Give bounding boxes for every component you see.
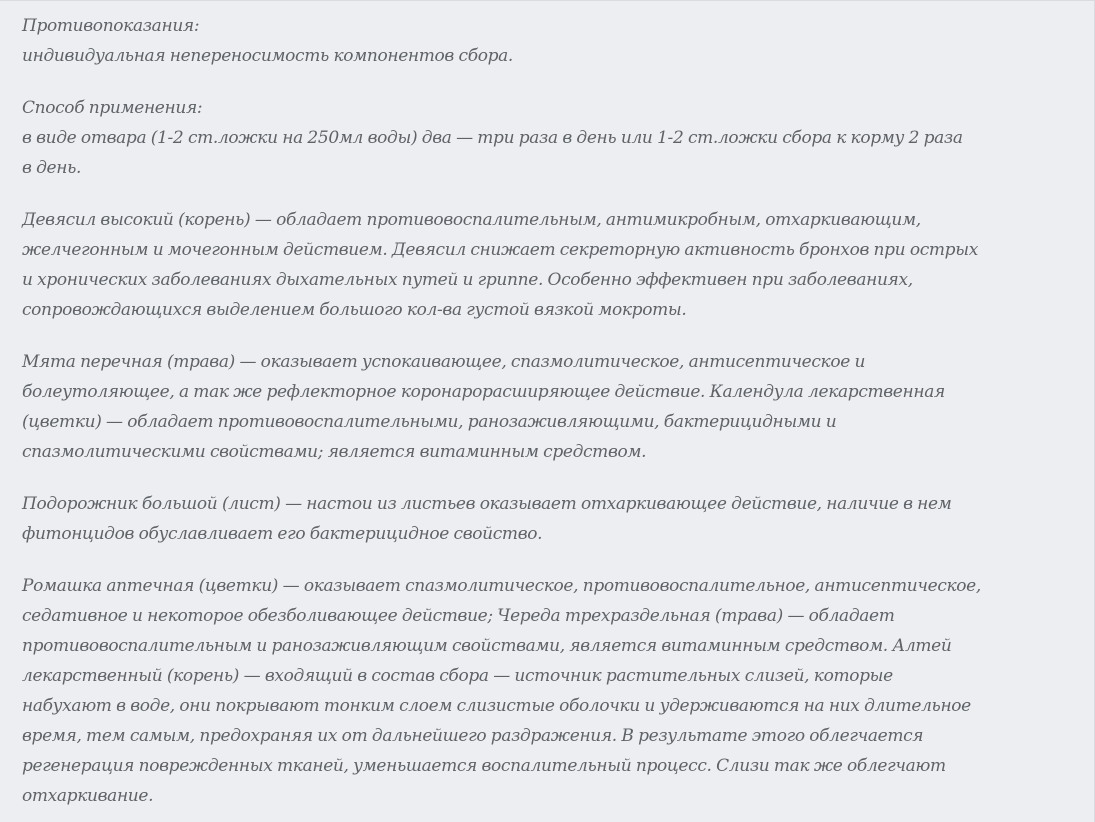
text-line: в виде отвара (1-2 ст.ложки на 250мл воды) два — три раза в день или 1-2 ст.ложки сбора к корму 2 раза: [22, 128, 963, 148]
text-line: Способ применения:: [22, 98, 203, 118]
elecampane-paragraph: [22, 205, 978, 325]
text-line: (цветки) — обладает противовоспалительными, ранозаживляющими, бактерицидными и: [22, 412, 837, 432]
text-line: Подорожник большой (лист) — настои из листьев оказывает отхаркивающее действие, наличие в нем: [22, 494, 952, 514]
contraindications-paragraph: [22, 11, 974, 71]
text-line: сопровождающихся выделением большого кол-ва густой вязкой мокроты.: [22, 300, 687, 320]
peppermint-paragraph: [22, 347, 974, 467]
usage-paragraph: [22, 93, 974, 183]
text-line: фитонцидов обуславливает его бактерицидное свойство.: [22, 524, 543, 544]
text-line: индивидуальная непереносимость компонентов сбора.: [22, 46, 513, 66]
text-line: желчегонным и мочегонным действием. Девясил снижает секреторную активность бронхов при острых: [22, 240, 978, 260]
text-line: Противопоказания:: [22, 16, 200, 36]
text-line: и хронических заболеваниях дыхательных путей и гриппе. Особенно эффективен при заболеваниях,: [22, 270, 913, 290]
plantain-paragraph: [22, 489, 974, 549]
text-line: Девясил высокий (корень) — обладает противовоспалительным, антимикробным, отхаркивающим,: [22, 210, 921, 230]
text-line: болеутоляющее, а так же рефлекторное коронарорасширяющее действие. Календула лекарственная: [22, 382, 945, 402]
text-line: седативное и некоторое обезболивающее действие; Череда трехраздельная (трава) — обладает: [22, 606, 895, 626]
text-line: лекарственный (корень) — входящий в состав сбора — источник растительных слизей, которые: [22, 666, 893, 686]
text-line: Мята перечная (трава) — оказывает успокаивающее, спазмолитическое, антисептическое и: [22, 352, 866, 372]
text-line: набухают в воде, они покрывают тонким слоем слизистые оболочки и удерживаются на них длительное: [22, 696, 971, 716]
text-line: противовоспалительным и ранозаживляющим свойствами, является витаминным средством. Алтей: [22, 636, 952, 656]
text-line: Ромашка аптечная (цветки) — оказывает спазмолитическое, противовоспалительное, антисептическое,: [22, 576, 981, 596]
text-line: регенерация поврежденных тканей, уменьшается воспалительный процесс. Слизи так же облегчают: [22, 756, 946, 776]
text-line: в день.: [22, 158, 82, 178]
text-line: отхаркивание.: [22, 786, 154, 806]
text-line: время, тем самым, предохраняя их от дальнейшего раздражения. В результате этого облегчается: [22, 726, 924, 746]
text-line: спазмолитическими свойствами; является витаминным средством.: [22, 442, 647, 462]
chamomile-paragraph: [22, 571, 981, 811]
